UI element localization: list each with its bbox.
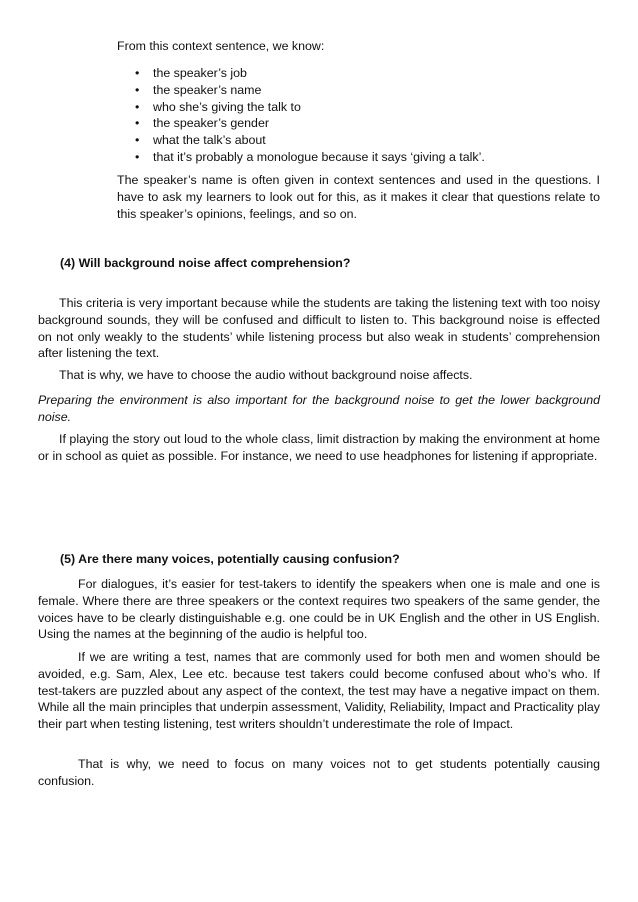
bullet-icon: • (135, 133, 140, 148)
list-item-text: who she’s giving the talk to (153, 99, 301, 114)
list-item-text: that it’s probably a monologue because it says ‘giving a talk’. (153, 149, 485, 164)
list-item (117, 99, 600, 116)
section-4-paragraph-3: Preparing the environment is also important for the background noise to get the lower background noise. (38, 393, 600, 424)
bullet-icon: • (135, 149, 140, 164)
section-5-paragraph-2: If we are writing a test, names that are commonly used for both men and women should be avoided, e.g. Sam, Alex, Lee etc. because test takers could become confused about who’s who. If test-takers are puzzled about any aspect of the context, the test may have a negative impact on them. While all the main principles that underpin assessment, Validity, Reliability, Impact and Practicality play their part when testing listening, test writers shouldn’t underestimate the role of Impact. (38, 650, 600, 732)
list-item (117, 115, 600, 132)
section-5-paragraph-1: For dialogues, it’s easier for test-takers to identify the speakers when one is male and one is female. Where there are three speakers or the context requires two speakers of the same gender, the voices have to be clearly distinguishable e.g. one could be in UK English and the other in US English. Using the names at the beginning of the audio is helpful too. (38, 577, 600, 642)
list-item-text: the speaker’s gender (153, 116, 269, 131)
list-item (117, 82, 600, 99)
bullet-icon: • (135, 99, 140, 114)
section-5-paragraph-3: That is why, we need to focus on many voices not to get students potentially causing confusion. (38, 757, 600, 788)
section-5-heading: (5) Are there many voices, potentially causing confusion? (60, 552, 400, 566)
bullet-icon: • (135, 82, 140, 97)
list-item-text: the speaker’s name (153, 82, 262, 97)
list-item-text: what the talk’s about (153, 133, 266, 148)
list-item (117, 132, 600, 149)
section-4-paragraph-4: If playing the story out loud to the whole class, limit distraction by making the environment at home or in school as quiet as possible. For instance, we need to use headphones for listening if appropriate. (38, 432, 600, 463)
section-4-paragraph-1: This criteria is very important because while the students are taking the listening text with too noisy background sounds, they will be confused and difficult to listen to. This background noise is effected on not only weakly to the students’ while listening process but also weak in students’ comprehension after listening the text. (38, 296, 600, 361)
speaker-name-paragraph: The speaker’s name is often given in context sentences and used in the questions. I have to ask my learners to look out for this, as it makes it clear that questions relate to this speaker’s opinions, feelings, and so on. (117, 173, 600, 221)
intro-sentence: From this context sentence, we know: (117, 39, 325, 53)
bullet-list (117, 65, 600, 166)
list-item (117, 149, 600, 166)
bullet-icon: • (135, 116, 140, 131)
list-item (117, 65, 600, 82)
list-item-text: the speaker’s job (153, 66, 247, 80)
section-4-heading: (4) Will background noise affect comprehension? (60, 256, 351, 270)
section-4-paragraph-2: That is why, we have to choose the audio without background noise affects. (59, 368, 473, 382)
bullet-icon: • (135, 66, 140, 80)
